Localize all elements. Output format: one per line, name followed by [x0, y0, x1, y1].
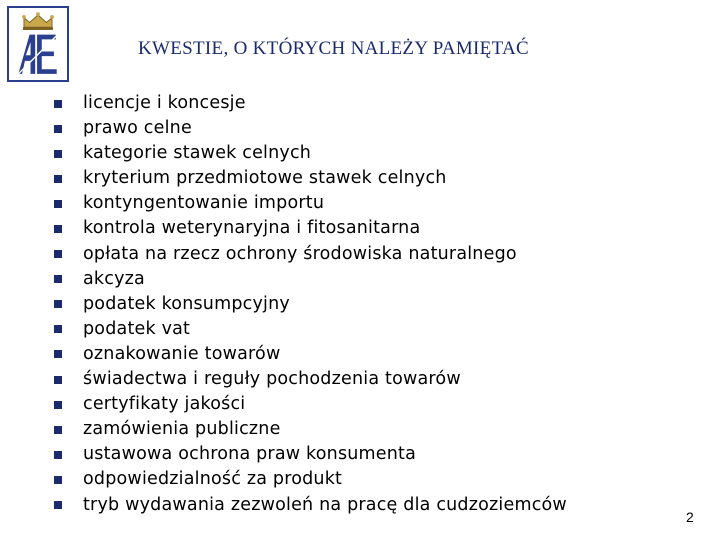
square-bullet-icon — [54, 125, 62, 133]
list-item — [54, 141, 567, 166]
square-bullet-icon — [54, 200, 62, 208]
list-item — [54, 216, 567, 241]
list-item — [54, 292, 567, 317]
square-bullet-icon — [54, 175, 62, 183]
list-item — [54, 191, 567, 216]
square-bullet-icon — [54, 300, 62, 308]
square-bullet-icon — [54, 150, 62, 158]
list-item-text: oznakowanie towarów — [83, 343, 281, 364]
page-title: KWESTIE, O KTÓRYCH NALEŻY PAMIĘTAĆ — [138, 38, 529, 59]
list-item — [54, 367, 567, 392]
list-item — [54, 267, 567, 292]
list-item — [54, 166, 567, 191]
square-bullet-icon — [54, 476, 62, 484]
list-item-text: podatek vat — [83, 318, 191, 339]
list-item — [54, 242, 567, 267]
list-item-text: certyfikaty jakości — [83, 394, 246, 415]
list-item-text: kryterium przedmiotowe stawek celnych — [83, 168, 447, 189]
list-item-text: świadectwa i reguły pochodzenia towarów — [83, 369, 461, 390]
square-bullet-icon — [54, 451, 62, 459]
list-item — [54, 91, 567, 116]
university-crest-logo — [7, 6, 69, 82]
square-bullet-icon — [54, 275, 62, 283]
list-item-text: tryb wydawania zezwoleń na pracę dla cudzoziemców — [83, 494, 567, 515]
square-bullet-icon — [54, 100, 62, 108]
square-bullet-icon — [54, 350, 62, 358]
list-item-text: licencje i koncesje — [83, 93, 246, 113]
square-bullet-icon — [54, 225, 62, 233]
square-bullet-icon — [54, 401, 62, 409]
list-item-text: akcyza — [83, 268, 145, 289]
list-item-text: kontyngentowanie importu — [83, 193, 325, 214]
list-item — [54, 493, 567, 518]
list-item-text: kategorie stawek celnych — [83, 143, 312, 164]
list-item-text: ustawowa ochrona praw konsumenta — [83, 444, 417, 465]
bullet-list — [54, 91, 567, 518]
list-item-text: podatek konsumpcyjny — [83, 293, 290, 314]
square-bullet-icon — [54, 325, 62, 333]
square-bullet-icon — [54, 501, 62, 509]
logo-icon — [9, 8, 67, 80]
list-item — [54, 392, 567, 417]
list-item-text: odpowiedzialność za produkt — [83, 469, 343, 490]
list-item — [54, 442, 567, 467]
list-item — [54, 116, 567, 141]
list-item — [54, 467, 567, 492]
list-item-text: zamówienia publiczne — [83, 419, 281, 440]
list-item-text: prawo celne — [83, 118, 192, 139]
list-item-text: kontrola weterynaryjna i fitosanitarna — [83, 218, 421, 239]
square-bullet-icon — [54, 250, 62, 258]
square-bullet-icon — [54, 376, 62, 384]
list-item — [54, 342, 567, 367]
page-number: 2 — [686, 509, 694, 525]
square-bullet-icon — [54, 426, 62, 434]
list-item — [54, 317, 567, 342]
list-item-text: opłata na rzecz ochrony środowiska naturalnego — [83, 243, 517, 264]
list-item — [54, 417, 567, 442]
